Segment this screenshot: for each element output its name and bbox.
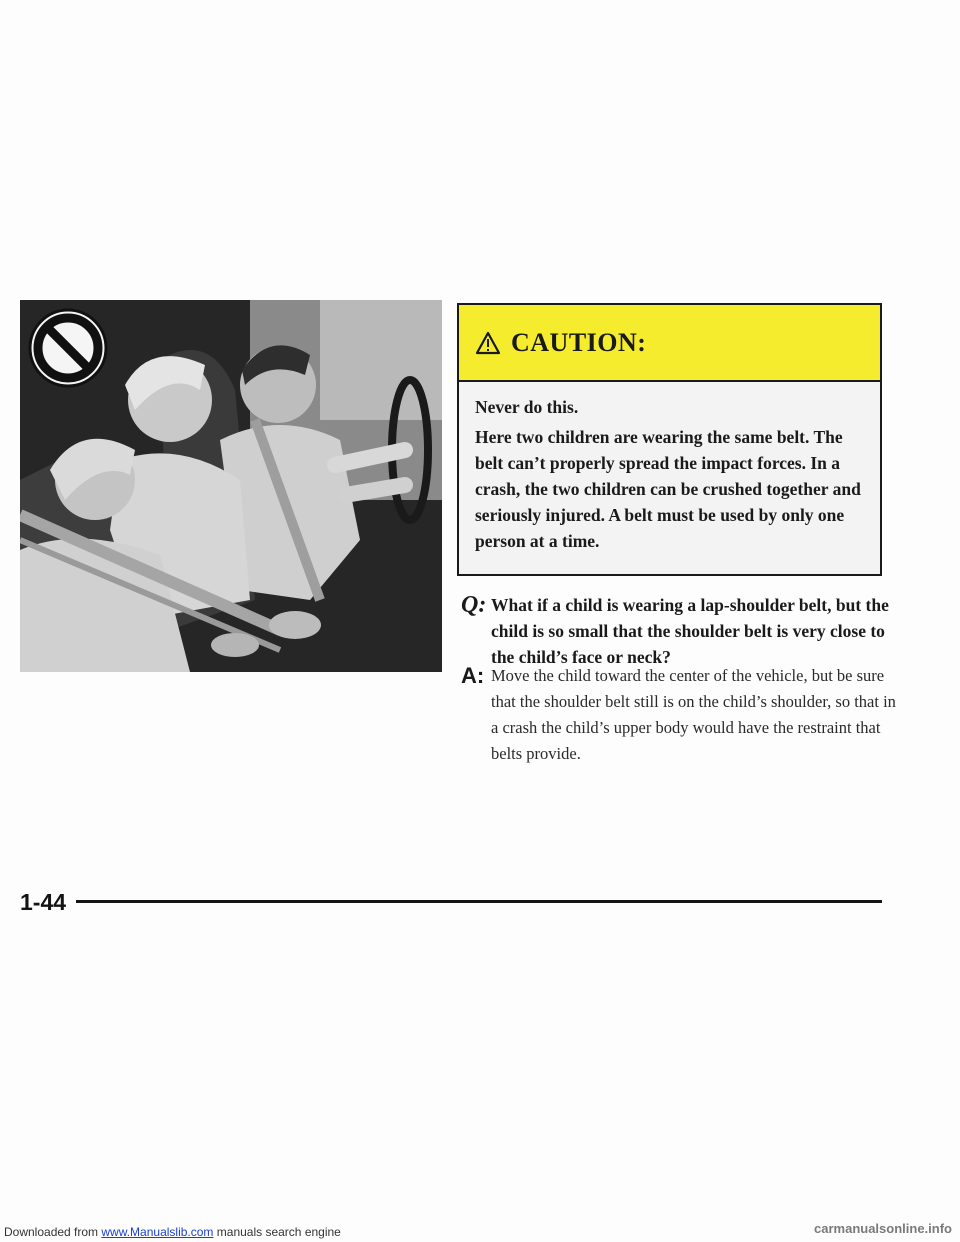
question-marker: Q: [461,592,487,618]
download-note-suffix: manuals search engine [213,1225,341,1239]
download-note-prefix: Downloaded from [4,1225,102,1239]
page-number: 1-44 [20,889,67,915]
caution-header [459,305,880,382]
download-note [4,1225,341,1239]
question-block [461,592,901,670]
answer-text: Move the child toward the center of the vehicle, but be sure that the shoulder belt still is on the child’s shoulder, so that in a crash the child’s upper body would have the restraint that belts provide. [491,666,896,763]
caution-title: CAUTION: [511,327,647,357]
caution-paragraph: Never do this. [475,397,579,417]
watermark: carmanualsonline.info [814,1221,952,1236]
answer-block [461,663,901,767]
caution-box [457,303,882,576]
warning-triangle-icon [475,331,501,355]
no-symbol-icon [30,310,106,386]
footer-rule [76,900,882,903]
seatbelt-illustration [20,300,442,672]
question-text: What if a child is wearing a lap-shoulder belt, but the child is so small that the shoulder belt is very close to the child’s face or neck? [491,595,889,667]
caution-paragraph: Here two children are wearing the same belt. The belt can’t properly spread the impact forces. In a crash, the two children can be crushed together and seriously injured. A belt must be used by only one person at a time. [475,427,861,551]
manualslib-link[interactable]: www.Manualslib.com [101,1225,214,1239]
answer-marker: A: [461,663,485,688]
caution-body [459,382,880,554]
